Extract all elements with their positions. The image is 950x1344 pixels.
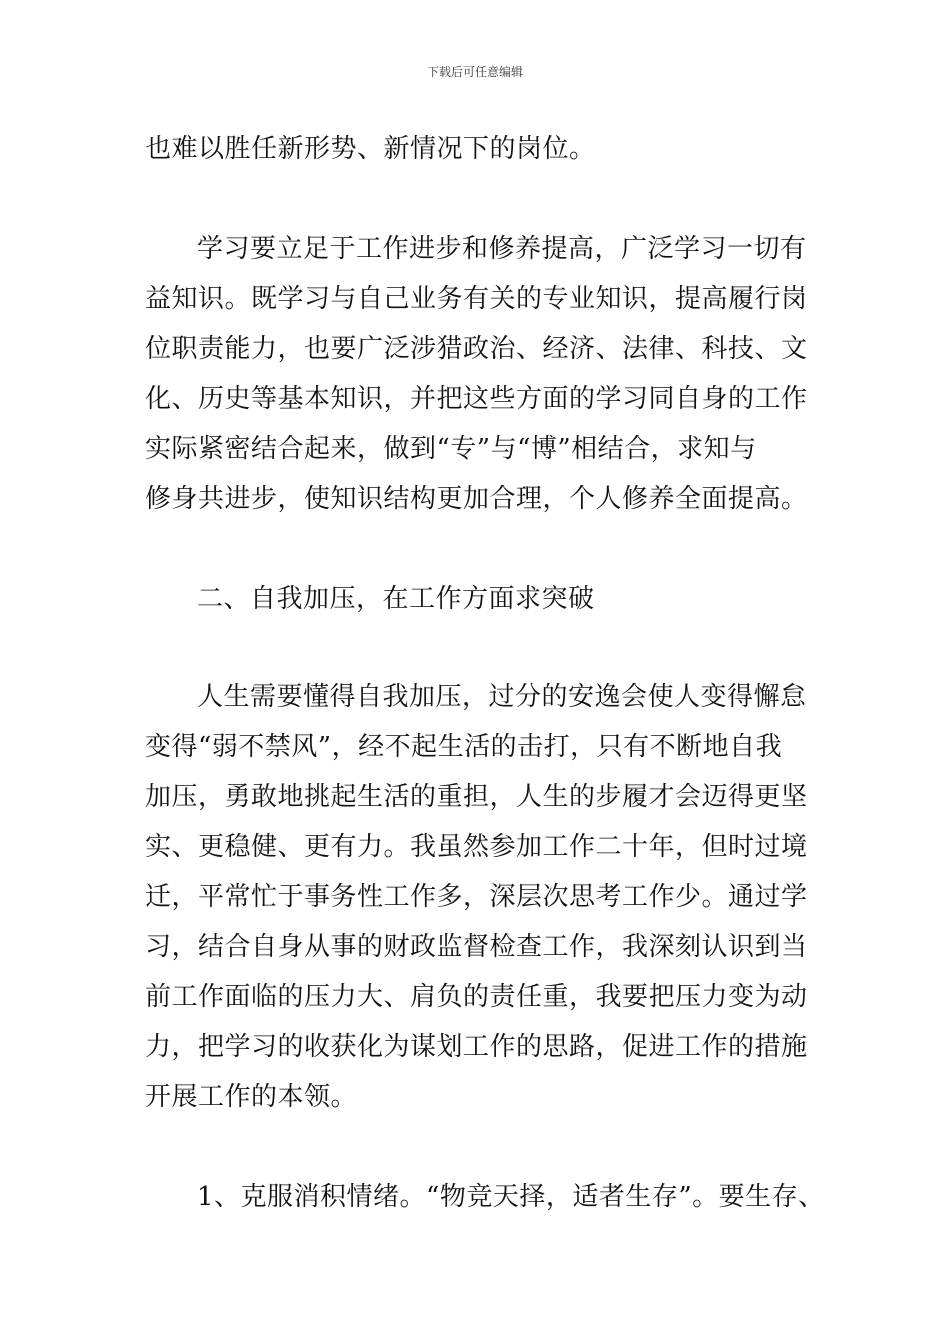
paragraph-line: 1、克服消积情绪。“物竞天择，适者生存”。要生存、 [197, 1182, 825, 1212]
paragraph-line: 人生需要懂得自我加压，过分的安逸会使人变得懈怠 [197, 682, 807, 712]
section-heading: 二、自我加压，在工作方面求突破 [197, 584, 595, 614]
paragraph-line: 迁，平常忙于事务性工作多，深层次思考工作少。通过学 [145, 882, 808, 912]
paragraph-line: 位职责能力，也要广泛涉猎政治、经济、法律、科技、文 [145, 334, 808, 364]
paragraph-line: 化、历史等基本知识，并把这些方面的学习同自身的工作 [145, 384, 808, 414]
paragraph-line: 益知识。既学习与自己业务有关的专业知识，提高履行岗 [145, 284, 808, 314]
page-header: 下载后可任意编辑 [426, 65, 523, 79]
paragraph-line: 变得“弱不禁风”，经不起生活的击打，只有不断地自我 [145, 732, 783, 762]
paragraph-line: 加压，勇敢地挑起生活的重担，人生的步履才会迈得更坚 [145, 782, 808, 812]
paragraph-line: 也难以胜任新形势、新情况下的岗位。 [145, 134, 596, 164]
paragraph-line: 习，结合自身从事的财政监督检查工作，我深刻认识到当 [145, 932, 808, 962]
paragraph-line: 学习要立足于工作进步和修养提高，广泛学习一切有 [197, 234, 807, 264]
paragraph-line: 实际紧密结合起来，做到“专”与“博”相结合，求知与 [145, 434, 757, 464]
paragraph-line: 修身共进步，使知识结构更加合理，个人修养全面提高。 [145, 484, 808, 514]
paragraph-line: 前工作面临的压力大、肩负的责任重，我要把压力变为动 [145, 982, 808, 1012]
paragraph-line: 力，把学习的收获化为谋划工作的思路，促进工作的措施 [145, 1032, 808, 1062]
paragraph-line: 开展工作的本领。 [145, 1082, 358, 1112]
paragraph-line: 实、更稳健、更有力。我虽然参加工作二十年，但时过境 [145, 832, 808, 862]
